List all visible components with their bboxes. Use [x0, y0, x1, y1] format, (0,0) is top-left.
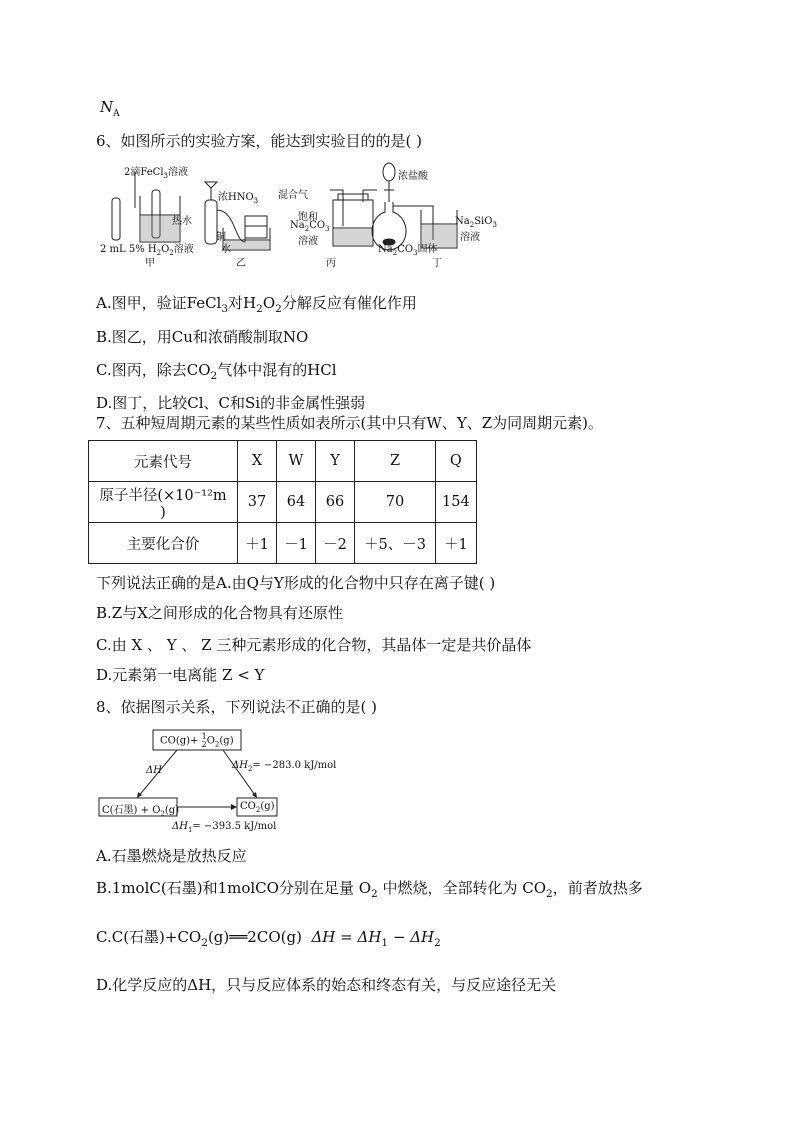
- label-sat3: 溶液: [298, 236, 318, 247]
- label-hcl: 浓盐酸: [398, 171, 428, 182]
- q8-option-d: D.化学反应的ΔH，只与反应体系的始态和终态有关，与反应途径无关: [96, 976, 557, 994]
- table-header-cell: Q: [436, 441, 477, 482]
- label-bing: 丙: [326, 258, 336, 269]
- table-row: [89, 523, 477, 564]
- table-cell: ＋1: [238, 523, 277, 564]
- label-hot-water: 热水: [172, 216, 192, 227]
- q7-after-text: 下列说法正确的是A.由Q与Y形成的化合物中只存在离子键( ): [96, 574, 496, 592]
- right-box-label: $CO_2(g)$: [240, 801, 275, 814]
- q7-option-d: D.元素第一电离能 Z < Y: [96, 666, 265, 684]
- test-tube-left: [112, 198, 120, 240]
- table-header-cell: 元素代号: [89, 441, 238, 482]
- label-gas-mix: 混合气: [278, 190, 308, 201]
- label-na2sio3: $Na_2SiO_3$: [455, 216, 497, 229]
- table-row: [89, 482, 477, 523]
- label-sat1: 饱和: [298, 212, 318, 223]
- table-cell: 154: [436, 482, 477, 523]
- label-yi: 乙: [236, 258, 246, 269]
- table-cell: －2: [316, 523, 355, 564]
- q6-option-c: C.图丙，除去$CO_2$气体中混有的HCl: [96, 361, 337, 382]
- q8-option-a: A.石墨燃烧是放热反应: [96, 847, 247, 865]
- q6-stem: 6、如图所示的实验方案，能达到实验目的的是( ): [96, 132, 423, 150]
- dh2-label: $\Delta H_2= -283.0$ kJ/mol: [232, 760, 337, 773]
- table-cell: 原子半径(×10⁻¹²m ): [89, 482, 238, 523]
- table-header-cell: X: [238, 441, 277, 482]
- label-hno3: 浓$HNO_3$: [218, 192, 259, 205]
- table-header-cell: Y: [316, 441, 355, 482]
- q8-option-b: B.1molC(石墨)和1molCO分别在足量 $O_2$ 中燃烧，全部转化为 $CO_2$，前者放热多: [96, 879, 643, 900]
- label-na2co3-solid: $Na_2CO_3$固体: [378, 244, 438, 257]
- table-cell: 66: [316, 482, 355, 523]
- label-silicate-sol: 溶液: [460, 232, 480, 243]
- table-header-cell: W: [277, 441, 316, 482]
- q6-option-a: A.图甲，验证FeCl$_3$对$H_2O_2$分解反应有催化作用: [96, 294, 417, 315]
- q7-option-b: B.Z与X之间形成的化合物具有还原性: [96, 604, 343, 622]
- label-sat2: $Na_2CO_3$: [290, 220, 330, 233]
- label-ding: 丁: [432, 258, 442, 269]
- header-fragment: $N_A$: [100, 98, 120, 119]
- table-cell: 64: [277, 482, 316, 523]
- dh-label: ΔH: [146, 765, 162, 776]
- label-water: 水: [221, 244, 231, 255]
- table-cell: 70: [355, 482, 436, 523]
- top-box-label: CO(g)+ 1 $2O_2(g)$: [160, 732, 234, 749]
- q8-option-c: C.C(石墨)$+CO_2(g)══2CO(g)$ $\Delta H = \Delta H_1 - \Delta H_2$: [96, 928, 441, 949]
- q6-option-d: D.图丁，比较Cl、C和Si的非金属性强弱: [96, 394, 366, 412]
- q6-option-b: B.图乙，用Cu和浓硝酸制取NO: [96, 328, 309, 346]
- q8-stem: 8、依据图示关系，下列说法不正确的是( ): [96, 698, 378, 716]
- q7-option-c: C.由 X 、 Y 、 Z 三种元素形成的化合物，其晶体一定是共价晶体: [96, 636, 532, 654]
- label-jia: 甲: [145, 258, 155, 269]
- table-header-cell: Z: [355, 441, 436, 482]
- table-row: [89, 441, 477, 482]
- header-fragment-sub: A: [113, 109, 120, 119]
- label-copper: 铜: [216, 232, 226, 243]
- table-cell: －1: [277, 523, 316, 564]
- table-cell: 37: [238, 482, 277, 523]
- element-property-table: [88, 440, 477, 564]
- dh1-label: $\Delta H_1= -393.5$ kJ/mol: [172, 821, 277, 834]
- table-cell: 主要化合价: [89, 523, 238, 564]
- table-cell: ＋5、－3: [355, 523, 436, 564]
- table-cell: ＋1: [436, 523, 477, 564]
- label-fecl3: 2滴FeCl$_3$溶液: [124, 167, 188, 180]
- left-box-label: C(石墨) + $O_2(g)$: [102, 805, 180, 818]
- q7-stem: 7、五种短周期元素的某些性质如表所示(其中只有W、Y、Z为同周期元素)。: [96, 414, 603, 432]
- label-h2o2: 2 mL 5% $H_2O_2$溶液: [100, 244, 194, 257]
